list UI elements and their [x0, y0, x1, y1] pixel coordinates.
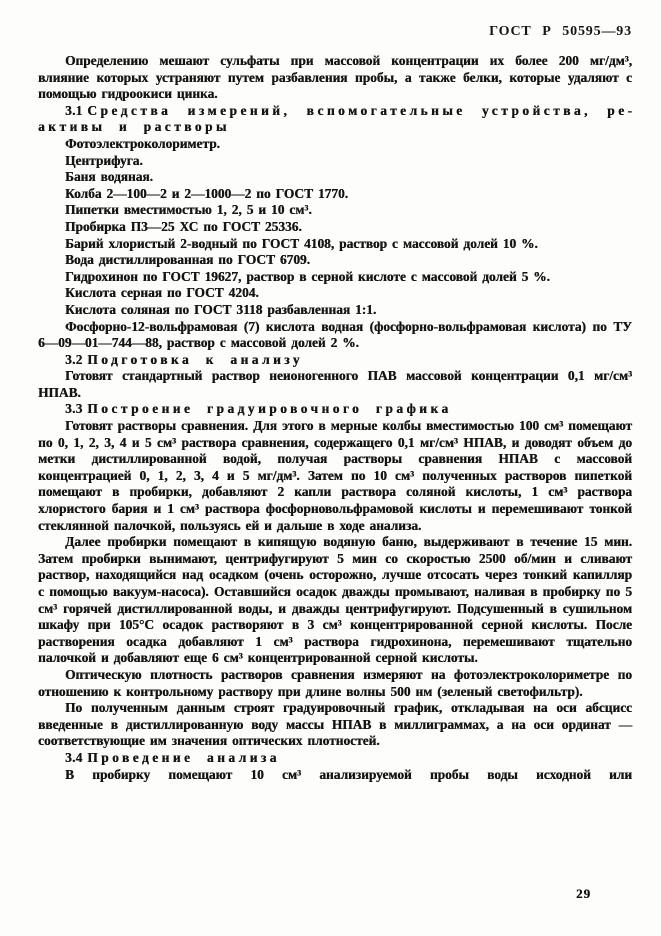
list-line-pipettes: Пипетки вместимостью 1, 2, 5 и 10 см³. — [65, 202, 312, 218]
page-footer — [576, 886, 591, 902]
section-number: 3.4 — [65, 749, 83, 765]
list-line-distilled-water: Вода дистиллированная по ГОСТ 6709. — [65, 252, 310, 268]
section-number: 3.3 — [65, 401, 83, 417]
section-title: Проведение анализа — [87, 749, 280, 765]
list-line-water-bath: Баня водяная. — [65, 169, 153, 185]
section-heading-3-4 — [38, 750, 632, 767]
section-heading-3-2 — [38, 352, 632, 369]
section-number: 3.1 — [65, 102, 83, 118]
list-line-hydroquinone: Гидрохинон по ГОСТ 19627, раствор в серной кислоте с массовой долей 5 %. — [65, 268, 550, 284]
list-line-flask: Колба 2—100—2 и 2—1000—2 по ГОСТ 1770. — [65, 185, 348, 201]
paragraph-phosphotungstic-acid: Фосфорно-12-вольфрамовая (7) кислота водная (фосфорно-вольфрамовая кислота) по ТУ 6—09—01—744—88, раствор с массовой долей 2 %. — [38, 318, 632, 351]
running-header — [38, 24, 632, 40]
section-heading-3-3 — [38, 401, 632, 418]
paragraph-analysis-start: В пробирку помещают 10 см³ анализируемой пробы воды исходной или — [65, 766, 632, 782]
paragraph-optical-density: Оптическую плотность растворов сравнения измеряют на фотоэлектроколориметре по отношению к контрольному раствору при длине волны 500 нм (зеленый светофильтр). — [38, 666, 632, 699]
list-line-hydrochloric-acid: Кислота соляная по ГОСТ 3118 разбавленная 1:1. — [65, 301, 377, 317]
list-line-centrifuge: Центрифуга. — [65, 152, 143, 168]
document-code: ГОСТ Р 50595—93 — [489, 24, 632, 39]
page-number: 29 — [576, 886, 592, 901]
section-title: Подготовка к анализу — [87, 351, 303, 367]
paragraph-reference-solutions: Готовят растворы сравнения. Для этого в мерные колбы вместимостью 100 см³ помещают по 0, 1, 2, 3, 4 и 5 см³ раствора сравнения, содержащего 0,1 мг/см³ НПАВ, и доводят объем до метки дистиллированной водой, получая растворы сравнения НПАВ с массовой концентрацией 0, 1, 2, 3, 4 и 5 мг/дм³. Затем по 10 см³ полученных растворов пипеткой помещают в пробирки, добавляют 2 капли раствора соляной кислоты, 1 см³ раствора хлористого бария и 1 см³ раствора фосфорновольфрамовой кислоты и перемешивают тонкой стеклянной палочкой, пользуясь ей и дальше в ходе анализа. — [38, 418, 632, 533]
section-title: Построение градуировочного графика — [87, 401, 452, 417]
list-line-sulfuric-acid: Кислота серная по ГОСТ 4204. — [65, 285, 259, 301]
list-line-test-tube: Пробирка П3—25 ХС по ГОСТ 25336. — [65, 218, 302, 234]
paragraph-calibration-graph: По полученным данным строят градуировочный график, откладывая на оси абсцисс введенные в дистиллированную воду массы НПАВ в миллиграммах, а на оси ординат — соответствующие им значения оптических плотностей. — [38, 700, 632, 749]
paragraph-boiling-bath: Далее пробирки помещают в кипящую водяную баню, выдерживают в течение 15 мин. Затем пробирки вынимают, центрифугируют 5 мин со скоростью 2500 об/мин и сливают раствор, находящийся над осадком (очень осторожно, лучше отсосать через тонкий капилляр с помощью вакуум-насоса). Оставшийся осадок дважды промывают, наливая в пробирку по 5 см³ горячей дистиллированной воды, и дважды центрифугируют. Подсушенный в сушильном шкафу при 105°С осадок растворяют в 3 см³ концентрированной серной кислоты. После растворения осадка добавляют 1 см³ раствора гидрохинона, перемешивают тщательно палочкой и добавляют еще 6 см³ концентрированной серной кислоты. — [38, 534, 632, 666]
section-number: 3.2 — [65, 351, 83, 367]
list-line-barium-chloride: Барий хлористый 2-водный по ГОСТ 4108, раствор с массовой долей 10 %. — [65, 235, 538, 251]
paragraph-sulfates: Определению мешают сульфаты при массовой концентрации их более 200 мг/дм³, влияние которых устраняют путем разбавления пробы, а также белки, которые удаляют с помощью гидроокиси цинка. — [38, 53, 632, 102]
document-body — [38, 53, 632, 783]
list-line-photocolorimeter: Фотоэлектроколориметр. — [65, 135, 220, 151]
section-heading-3-1 — [38, 103, 632, 136]
section-title: Средства измерений, вспомогательные устройства, реактивы и растворы — [38, 102, 632, 135]
paragraph-standard-solution: Готовят стандартный раствор неионогенного ПАВ массовой концентрации 0,1 мг/см³ НПАВ. — [38, 368, 632, 400]
